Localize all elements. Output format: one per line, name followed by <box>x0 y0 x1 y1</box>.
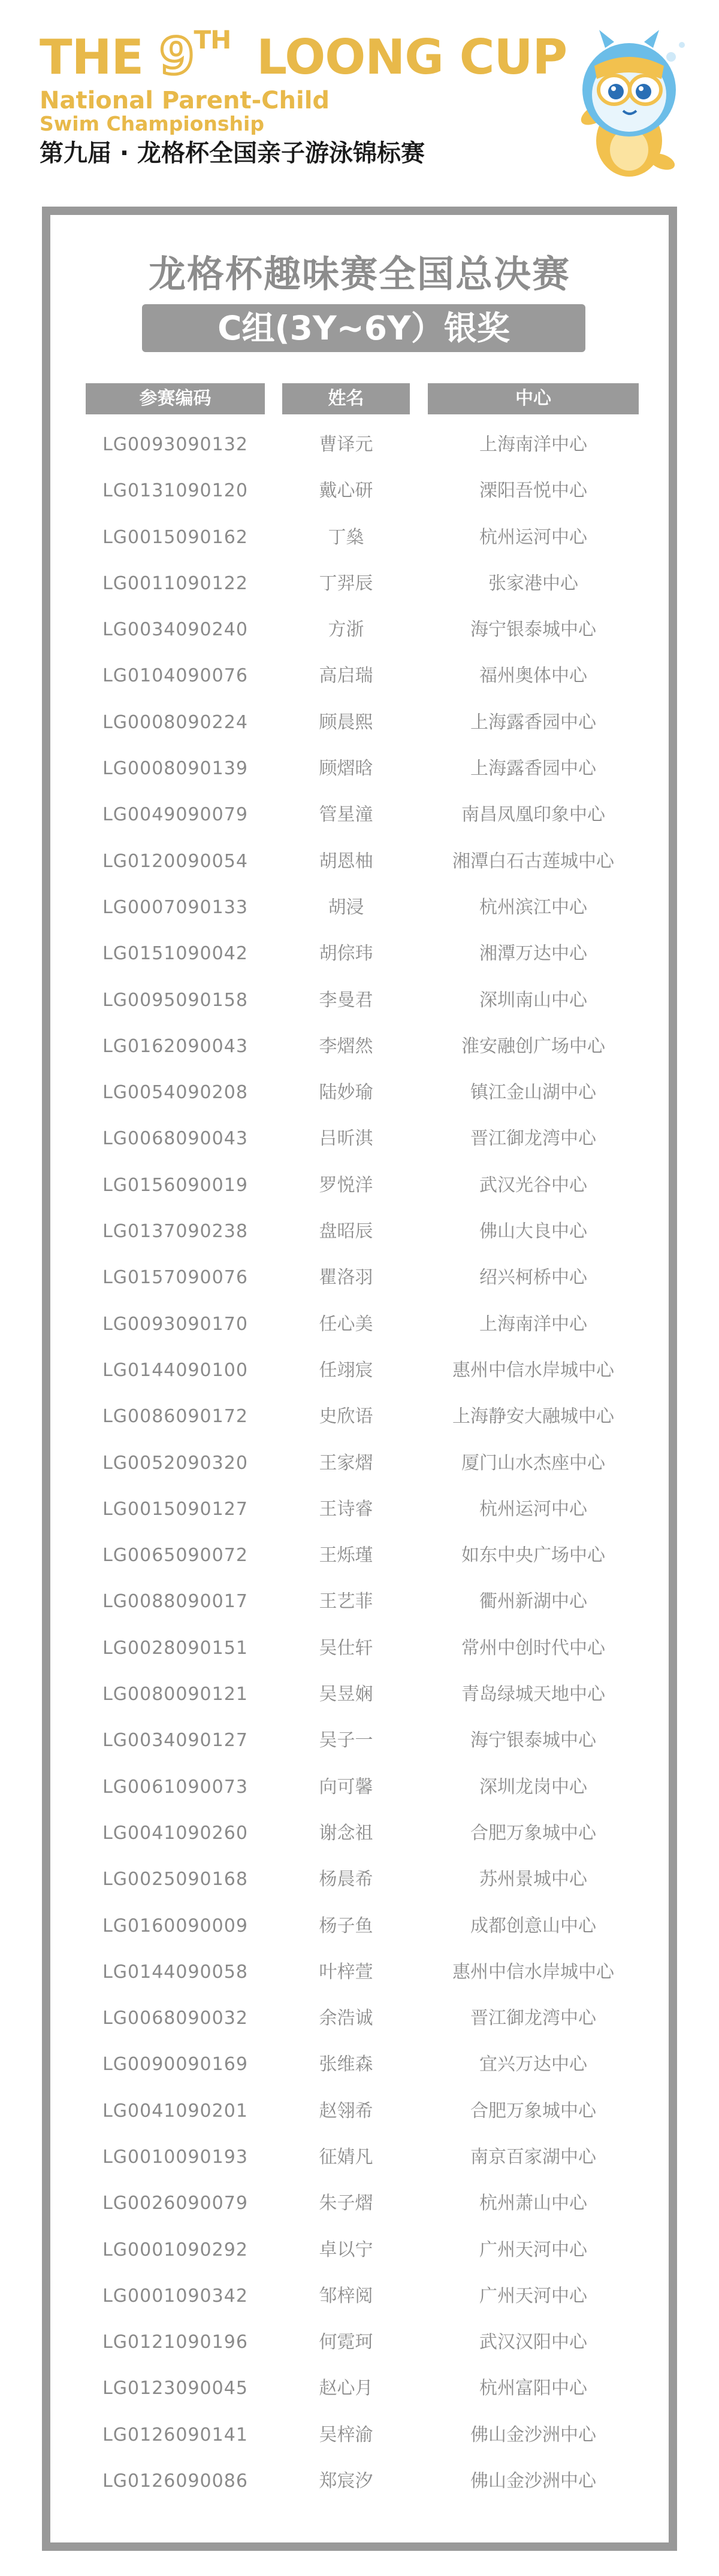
participant-name: 王艺菲 <box>319 1591 373 1613</box>
column-header-name: 姓名 <box>282 383 410 414</box>
participant-code: LG0034090127 <box>102 1730 248 1751</box>
participant-center: 武汉汉阳中心 <box>479 2332 587 2353</box>
participant-center: 福州奥体中心 <box>479 665 587 687</box>
table-row <box>0 653 719 699</box>
participant-center: 惠州中信水岸城中心 <box>452 1961 614 1983</box>
participant-center: 惠州中信水岸城中心 <box>452 1359 614 1381</box>
table-row <box>0 2458 719 2504</box>
participant-center: 杭州富阳中心 <box>479 2378 587 2399</box>
participant-center: 厦门山水杰座中心 <box>461 1452 605 1474</box>
participant-code: LG0011090122 <box>102 572 248 594</box>
participant-center: 张家港中心 <box>488 572 578 594</box>
participant-code: LG0126090141 <box>102 2424 248 2445</box>
participant-code: LG0093090132 <box>102 434 248 455</box>
table-row <box>0 745 719 792</box>
table-row <box>0 1162 719 1208</box>
table-row <box>0 2041 719 2087</box>
table-row <box>0 1810 719 1856</box>
participant-code: LG0093090170 <box>102 1313 248 1335</box>
event-logo-title <box>40 25 567 86</box>
participant-code: LG0162090043 <box>102 1035 248 1057</box>
participant-code: LG0008090139 <box>102 758 248 780</box>
participant-name: 方浙 <box>328 619 364 641</box>
participant-center: 绍兴柯桥中心 <box>479 1267 587 1289</box>
participant-code: LG0126090086 <box>102 2471 248 2492</box>
subtitle-english-line2: Swim Championship <box>40 112 264 135</box>
participant-center: 湘潭万达中心 <box>479 943 587 965</box>
participant-code: LG0131090120 <box>102 480 248 502</box>
participant-code: LG0088090017 <box>102 1591 248 1613</box>
participant-name: 盘昭辰 <box>319 1221 373 1242</box>
participant-name: 朱子熠 <box>319 2193 373 2214</box>
table-row <box>0 1301 719 1347</box>
participant-center: 上海露香园中心 <box>470 711 596 733</box>
participant-center: 武汉光谷中心 <box>479 1174 587 1196</box>
participant-center: 合肥万象城中心 <box>470 2100 596 2122</box>
participant-name: 史欣语 <box>319 1406 373 1428</box>
participant-name: 王诗睿 <box>319 1498 373 1520</box>
table-row <box>0 1856 719 1902</box>
participant-code: LG0156090019 <box>102 1174 248 1196</box>
participant-center: 溧阳吾悦中心 <box>479 480 587 502</box>
participant-center: 苏州景城中心 <box>479 1869 587 1890</box>
participant-code: LG0144090100 <box>102 1359 248 1381</box>
participant-code: LG0041090201 <box>102 2100 248 2122</box>
participant-name: 丁燊 <box>328 526 364 548</box>
participant-name: 李曼君 <box>319 989 373 1011</box>
table-row <box>0 1717 719 1763</box>
participant-name: 顾晨熙 <box>319 711 373 733</box>
participant-code: LG0121090196 <box>102 2332 248 2353</box>
table-row <box>0 2180 719 2226</box>
participant-center: 晋江御龙湾中心 <box>470 1128 596 1150</box>
mascot-icon <box>539 24 707 192</box>
table-row <box>0 1764 719 1810</box>
participant-name: 胡浸 <box>328 896 364 918</box>
table-row <box>0 838 719 884</box>
participant-code: LG0086090172 <box>102 1406 248 1428</box>
participant-center: 海宁银泰城中心 <box>470 1730 596 1751</box>
participant-code: LG0010090193 <box>102 2146 248 2168</box>
participant-name: 管星潼 <box>319 804 373 826</box>
table-row <box>0 468 719 514</box>
participant-center: 如东中央广场中心 <box>461 1545 605 1566</box>
subtitle-english-line1: National Parent-Child <box>40 87 330 114</box>
participant-name: 李熠然 <box>319 1035 373 1057</box>
participant-center: 上海南洋中心 <box>479 1313 587 1335</box>
group-award-banner: C组(3Y~6Y）银奖 <box>142 304 585 352</box>
participant-code: LG0007090133 <box>102 896 248 918</box>
table-row <box>0 1393 719 1439</box>
table-row <box>0 1023 719 1069</box>
table-row <box>0 1116 719 1162</box>
participant-name: 戴心研 <box>319 480 373 502</box>
participant-center: 成都创意山中心 <box>470 1915 596 1936</box>
participant-center: 杭州萧山中心 <box>479 2193 587 2214</box>
table-row <box>0 1440 719 1486</box>
table-row <box>0 1532 719 1578</box>
participant-center: 淮安融创广场中心 <box>461 1035 605 1057</box>
participant-center: 深圳龙岗中心 <box>479 1776 587 1798</box>
participant-name: 王家熠 <box>319 1452 373 1474</box>
participant-center: 常州中创时代中心 <box>461 1637 605 1659</box>
participant-code: LG0061090073 <box>102 1776 248 1798</box>
table-row <box>0 2319 719 2365</box>
participant-name: 高启瑞 <box>319 665 373 687</box>
participant-name: 叶梓萱 <box>319 1961 373 1983</box>
participant-center: 广州天河中心 <box>479 2239 587 2260</box>
participant-name: 杨晨希 <box>319 1869 373 1890</box>
participant-name: 吴昱娴 <box>319 1684 373 1705</box>
participant-code: LG0034090240 <box>102 619 248 641</box>
event-title: 龙格杯趣味赛全国总决赛 <box>148 252 570 296</box>
participant-name: 杨子鱼 <box>319 1915 373 1936</box>
participant-center: 镇江金山湖中心 <box>470 1082 596 1104</box>
participant-code: LG0157090076 <box>102 1267 248 1289</box>
participant-name: 谢念祖 <box>319 1822 373 1844</box>
participant-center: 湘潭白石古莲城中心 <box>452 850 614 872</box>
table-row <box>0 1069 719 1116</box>
title-ordinal-suffix: TH <box>194 25 231 54</box>
participant-code: LG0090090169 <box>102 2054 248 2075</box>
participant-center: 合肥万象城中心 <box>470 1822 596 1844</box>
participant-center: 南昌凤凰印象中心 <box>461 804 605 826</box>
participant-name: 吴子一 <box>319 1730 373 1751</box>
participant-center: 上海静安大融城中心 <box>452 1406 614 1428</box>
participant-code: LG0015090162 <box>102 526 248 548</box>
participant-code: LG0137090238 <box>102 1221 248 1242</box>
column-header-center: 中心 <box>428 383 639 414</box>
table-row <box>0 699 719 745</box>
table-row <box>0 422 719 468</box>
participant-center: 深圳南山中心 <box>479 989 587 1011</box>
table-row <box>0 2273 719 2319</box>
table-row <box>0 2088 719 2134</box>
participant-code: LG0144090058 <box>102 1961 248 1983</box>
title-prefix: THE <box>40 29 144 85</box>
table-row <box>0 2412 719 2458</box>
participant-code: LG0015090127 <box>102 1498 248 1520</box>
participant-center: 衢州新湖中心 <box>479 1591 587 1613</box>
participant-center: 晋江御龙湾中心 <box>470 2008 596 2029</box>
participant-code: LG0068090032 <box>102 2008 248 2029</box>
table-row <box>0 1254 719 1301</box>
table-row <box>0 1903 719 1949</box>
participant-center: 佛山金沙洲中心 <box>470 2424 596 2445</box>
table-row <box>0 931 719 977</box>
participant-name: 吕昕淇 <box>319 1128 373 1150</box>
participant-name: 邹梓阅 <box>319 2285 373 2307</box>
participant-code: LG0095090158 <box>102 989 248 1011</box>
table-row <box>0 1347 719 1393</box>
participant-center: 上海南洋中心 <box>479 434 587 455</box>
column-header-code: 参赛编码 <box>86 383 265 414</box>
participant-name: 胡恩柚 <box>319 850 373 872</box>
table-row <box>0 1208 719 1254</box>
table-row <box>0 560 719 607</box>
participant-code: LG0068090043 <box>102 1128 248 1150</box>
participant-center: 佛山大良中心 <box>479 1221 587 1242</box>
participant-code: LG0160090009 <box>102 1915 248 1936</box>
participant-name: 顾熠晗 <box>319 758 373 780</box>
participant-name: 陆妙瑜 <box>319 1082 373 1104</box>
participant-center: 杭州运河中心 <box>479 1498 587 1520</box>
participant-code: LG0151090042 <box>102 943 248 965</box>
participant-name: 胡倧玮 <box>319 943 373 965</box>
title-rest: LOONG CUP <box>256 29 567 85</box>
participant-code: LG0065090072 <box>102 1545 248 1566</box>
participant-code: LG0052090320 <box>102 1452 248 1474</box>
participant-name: 吴梓渝 <box>319 2424 373 2445</box>
table-row <box>0 1949 719 1995</box>
participant-name: 王烁瑾 <box>319 1545 373 1566</box>
participant-name: 向可馨 <box>319 1776 373 1798</box>
participant-center: 海宁银泰城中心 <box>470 619 596 641</box>
participant-code: LG0001090292 <box>102 2239 248 2260</box>
participant-name: 征婧凡 <box>319 2146 373 2168</box>
participant-name: 曹译元 <box>319 434 373 455</box>
participant-name: 瞿洛羽 <box>319 1267 373 1289</box>
table-row <box>0 1625 719 1671</box>
participant-code: LG0001090342 <box>102 2285 248 2307</box>
participant-name: 吴仕轩 <box>319 1637 373 1659</box>
participant-code: LG0008090224 <box>102 711 248 733</box>
participant-name: 郑宸汐 <box>319 2471 373 2492</box>
results-table-body <box>0 422 719 2504</box>
participant-code: LG0080090121 <box>102 1684 248 1705</box>
participant-center: 上海露香园中心 <box>470 758 596 780</box>
participant-name: 余浩诚 <box>319 2008 373 2029</box>
table-row <box>0 607 719 653</box>
table-row <box>0 977 719 1023</box>
participant-center: 青岛绿城天地中心 <box>461 1684 605 1705</box>
subtitle-chinese: 第九届 · 龙格杯全国亲子游泳锦标赛 <box>40 140 425 167</box>
table-row <box>0 2134 719 2180</box>
header <box>0 0 719 204</box>
table-row <box>0 514 719 560</box>
participant-code: LG0028090151 <box>102 1637 248 1659</box>
table-row <box>0 792 719 838</box>
participant-name: 罗悦洋 <box>319 1174 373 1196</box>
participant-name: 赵心月 <box>319 2378 373 2399</box>
participant-name: 赵翎希 <box>319 2100 373 2122</box>
participant-code: LG0120090054 <box>102 850 248 872</box>
title-number: 9 <box>159 27 194 86</box>
table-row <box>0 1995 719 2041</box>
table-row <box>0 2227 719 2273</box>
participant-center: 宜兴万达中心 <box>479 2054 587 2075</box>
participant-name: 何霓珂 <box>319 2332 373 2353</box>
participant-code: LG0054090208 <box>102 1082 248 1104</box>
table-row <box>0 1578 719 1625</box>
table-row <box>0 1671 719 1717</box>
participant-name: 张维森 <box>319 2054 373 2075</box>
participant-code: LG0025090168 <box>102 1869 248 1890</box>
participant-name: 任翊宸 <box>319 1359 373 1381</box>
participant-center: 广州天河中心 <box>479 2285 587 2307</box>
participant-center: 杭州滨江中心 <box>479 896 587 918</box>
participant-name: 任心美 <box>319 1313 373 1335</box>
participant-code: LG0123090045 <box>102 2378 248 2399</box>
table-row <box>0 2365 719 2411</box>
participant-code: LG0041090260 <box>102 1822 248 1844</box>
participant-center: 南京百家湖中心 <box>470 2146 596 2168</box>
participant-code: LG0026090079 <box>102 2193 248 2214</box>
participant-name: 丁羿辰 <box>319 572 373 594</box>
table-row <box>0 884 719 931</box>
participant-center: 佛山金沙洲中心 <box>470 2471 596 2492</box>
participant-center: 杭州运河中心 <box>479 526 587 548</box>
participant-name: 卓以宁 <box>319 2239 373 2260</box>
table-row <box>0 1486 719 1532</box>
participant-code: LG0049090079 <box>102 804 248 826</box>
participant-code: LG0104090076 <box>102 665 248 687</box>
